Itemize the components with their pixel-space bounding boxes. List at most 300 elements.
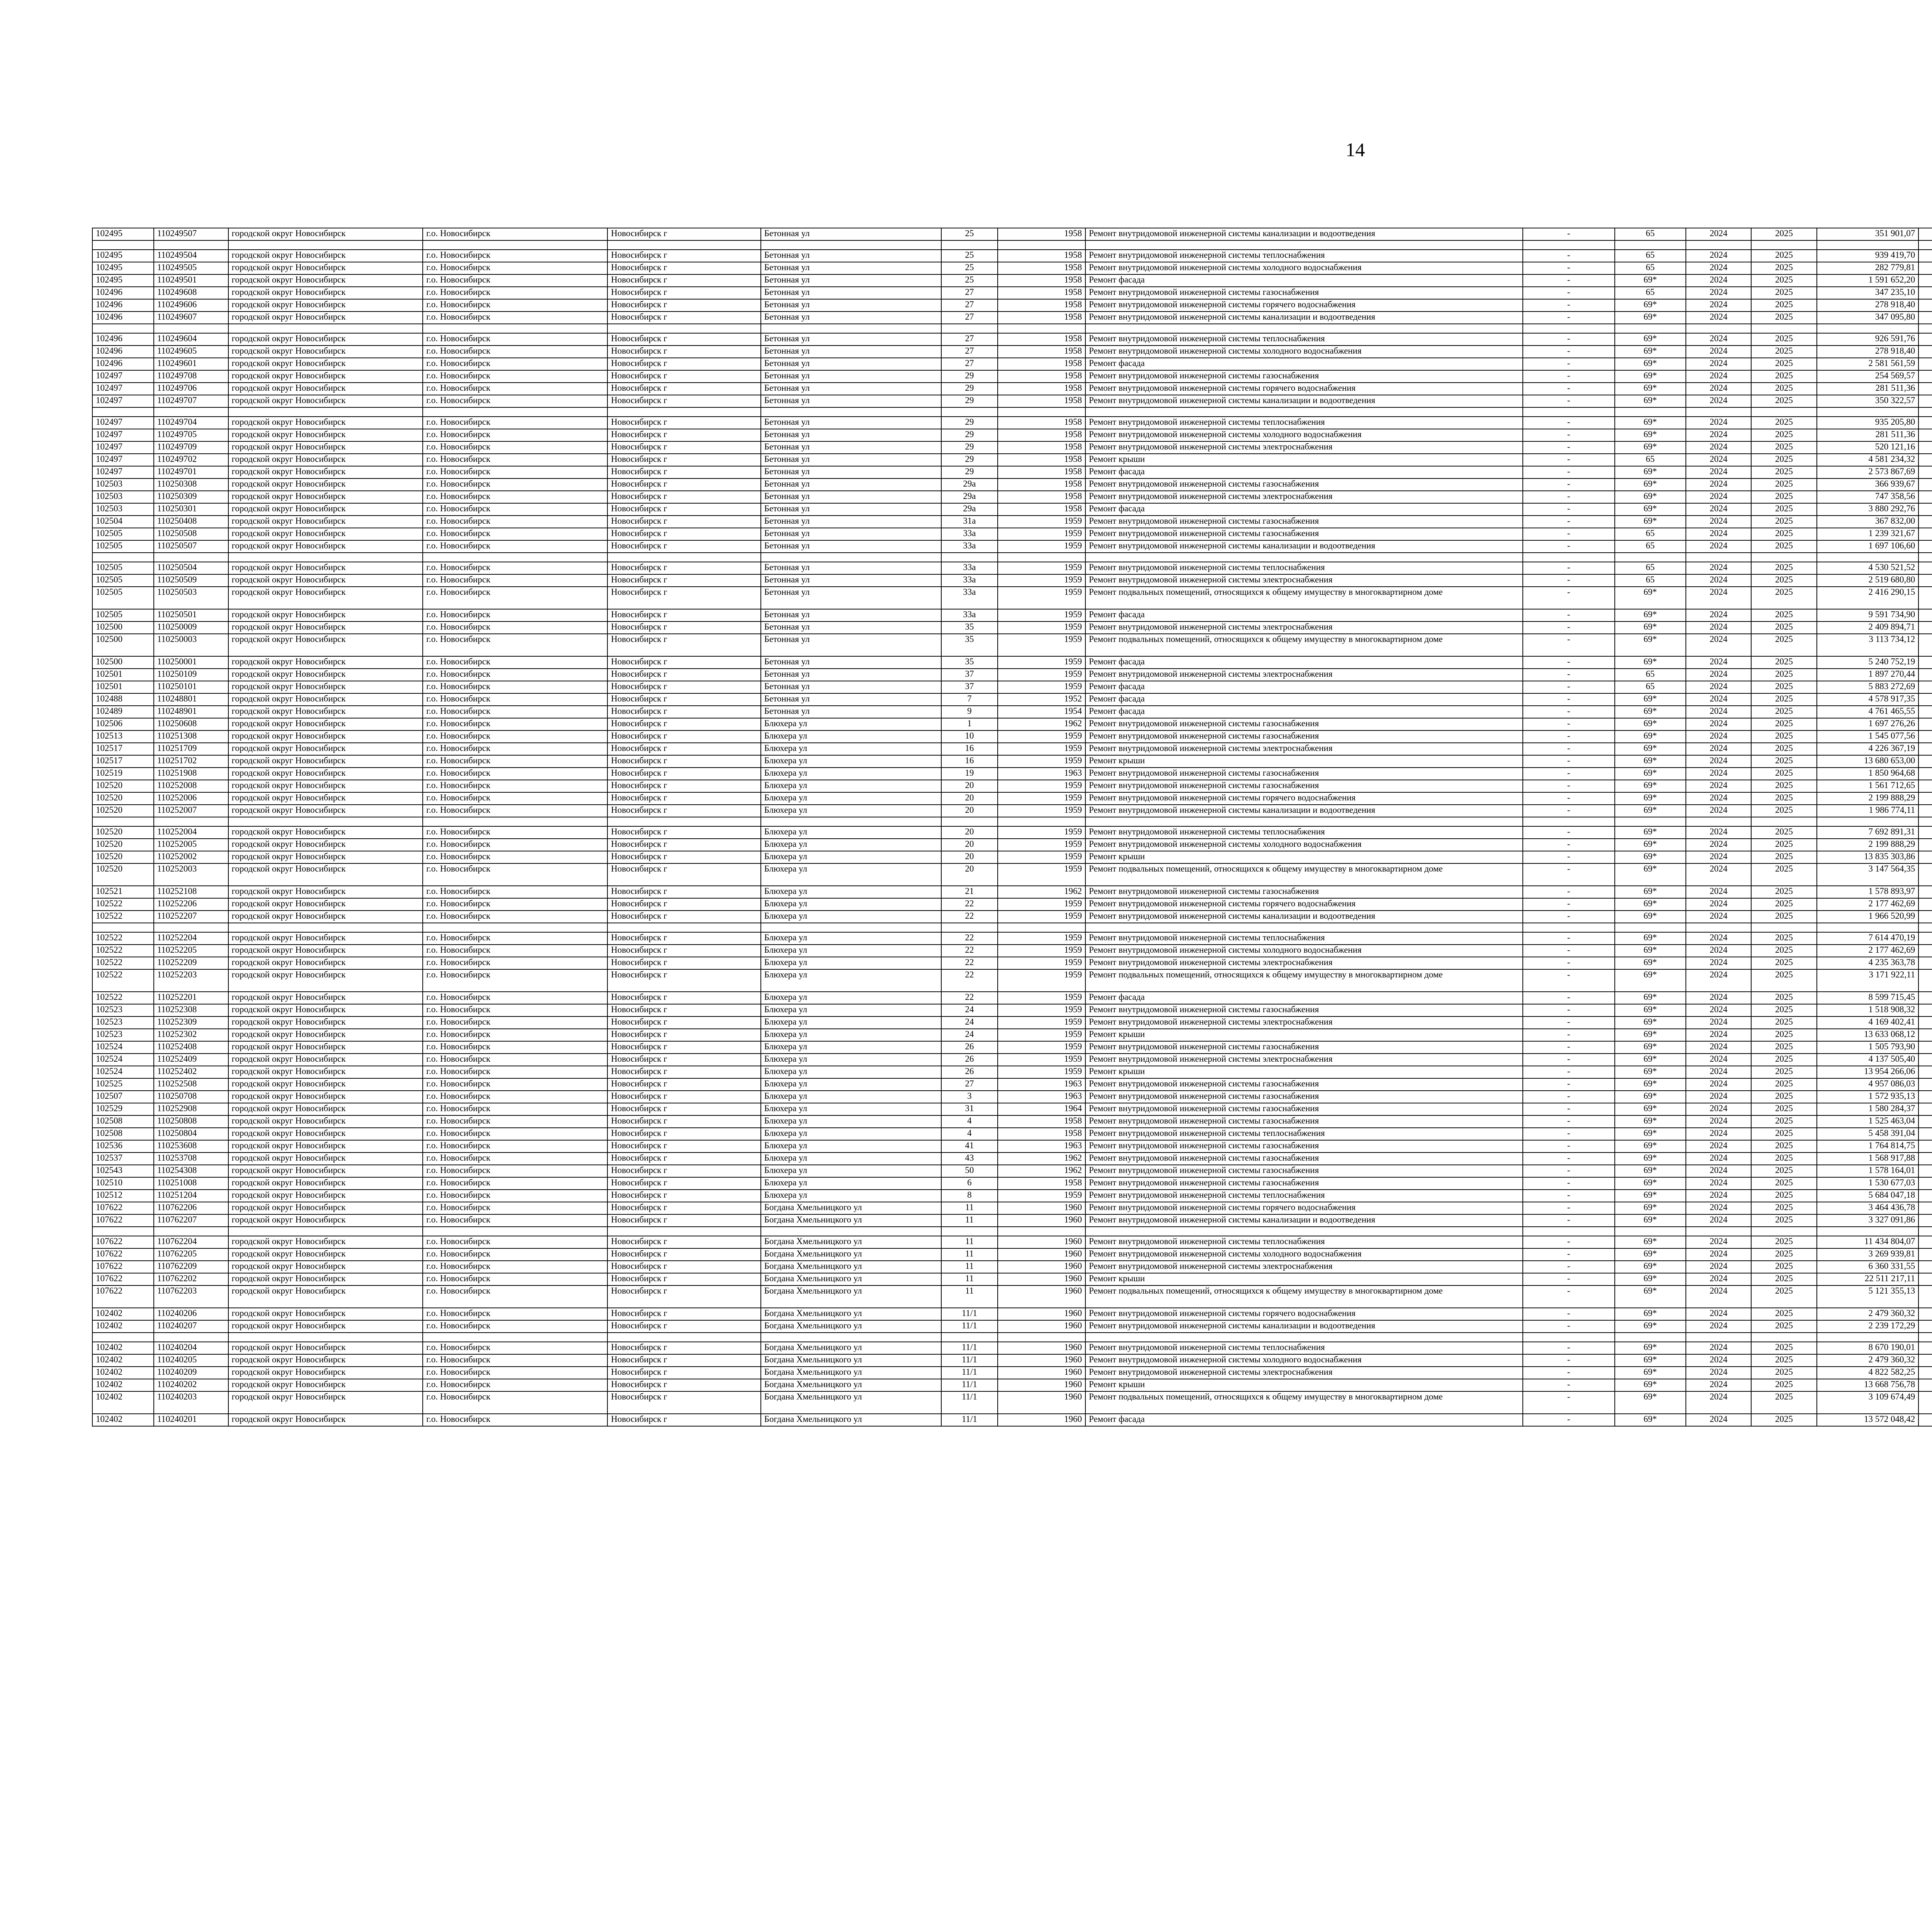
table-row	[92, 1354, 1932, 1367]
service-life-cell: 69*	[1615, 1342, 1686, 1354]
work-cost-cell: 2 199 888,29	[1817, 839, 1919, 851]
locality-cell: Новосибирск г	[607, 262, 761, 274]
municipality-cell: городской округ Новосибирск	[228, 370, 423, 383]
work-cost-cell: 282 779,81	[1817, 262, 1919, 274]
total-cost-cell	[1918, 503, 1932, 516]
service-life-cell: 69*	[1615, 1285, 1686, 1308]
work-code-cell: 110249607	[154, 312, 228, 324]
municipality-cell: городской округ Новосибирск	[228, 863, 423, 886]
work-type-cell: Ремонт внутридомовой инженерной системы газоснабжения	[1085, 1177, 1523, 1190]
work-code-cell: 110762206	[154, 1202, 228, 1214]
year-from-cell: 2024	[1686, 718, 1751, 730]
locality-cell: Новосибирск г	[607, 287, 761, 299]
service-life-cell: 69*	[1615, 1115, 1686, 1128]
service-life-cell: 69*	[1615, 1214, 1686, 1227]
table-row	[92, 863, 1932, 886]
street-cell: Бетонная ул	[761, 287, 941, 299]
street-cell: Богдана Хмельницкого ул	[761, 1285, 941, 1308]
work-cost-cell: 13 835 303,86	[1817, 851, 1919, 863]
house-id-cell: 102495	[92, 262, 154, 274]
house-id-cell: 102505	[92, 609, 154, 621]
table-row	[92, 1236, 1932, 1248]
house-id-cell: 102508	[92, 1115, 154, 1128]
year-to-cell: 2025	[1751, 863, 1816, 886]
house-number-cell: 27	[941, 358, 998, 370]
table-row	[92, 454, 1932, 466]
municipality-cell: городской округ Новосибирск	[228, 706, 423, 718]
house-number-cell: 31	[941, 1103, 998, 1115]
work-cost-cell: 3 327 091,86	[1817, 1214, 1919, 1227]
year-to-cell: 2025	[1751, 669, 1816, 681]
district-cell: г.о. Новосибирск	[423, 1128, 607, 1140]
total-cost-cell	[1918, 730, 1932, 743]
build-year-cell: 1959	[998, 609, 1085, 621]
year-to-cell: 2025	[1751, 1153, 1816, 1165]
house-id-cell: 102523	[92, 1016, 154, 1029]
house-number-cell: 20	[941, 826, 998, 839]
work-cost-cell	[1817, 324, 1919, 333]
table-row	[92, 1115, 1932, 1128]
house-id-cell: 102505	[92, 587, 154, 609]
house-id-cell: 102522	[92, 932, 154, 945]
year-from-cell: 2024	[1686, 1414, 1751, 1426]
year-from-cell: 2024	[1686, 454, 1751, 466]
district-cell: г.о. Новосибирск	[423, 1078, 607, 1091]
dash-cell: -	[1523, 768, 1615, 780]
total-cost-cell	[1918, 1308, 1932, 1320]
year-to-cell	[1751, 1333, 1816, 1342]
district-cell: г.о. Новосибирск	[423, 780, 607, 792]
service-life-cell: 69*	[1615, 1391, 1686, 1414]
district-cell: г.о. Новосибирск	[423, 1041, 607, 1054]
year-to-cell: 2025	[1751, 911, 1816, 923]
build-year-cell: 1958	[998, 312, 1085, 324]
work-type-cell: Ремонт внутридомовой инженерной системы горячего водоснабжения	[1085, 898, 1523, 911]
work-code-cell: 110762204	[154, 1236, 228, 1248]
build-year-cell: 1958	[998, 370, 1085, 383]
work-type-cell: Ремонт внутридомовой инженерной системы электроснабжения	[1085, 491, 1523, 503]
locality-cell: Новосибирск г	[607, 1165, 761, 1177]
total-cost-cell	[1918, 817, 1932, 826]
house-number-cell: 3	[941, 1091, 998, 1103]
table-row	[92, 957, 1932, 969]
work-type-cell: Ремонт внутридомовой инженерной системы электроснабжения	[1085, 621, 1523, 634]
year-to-cell: 2025	[1751, 370, 1816, 383]
work-type-cell: Ремонт внутридомовой инженерной системы теплоснабжения	[1085, 1342, 1523, 1354]
district-cell: г.о. Новосибирск	[423, 466, 607, 478]
locality-cell	[607, 923, 761, 932]
locality-cell: Новосибирск г	[607, 1354, 761, 1367]
dash-cell: -	[1523, 992, 1615, 1004]
total-cost-cell	[1918, 1391, 1932, 1414]
district-cell: г.о. Новосибирск	[423, 370, 607, 383]
dash-cell: -	[1523, 574, 1615, 587]
work-type-cell	[1085, 923, 1523, 932]
locality-cell	[607, 407, 761, 417]
street-cell: Бетонная ул	[761, 491, 941, 503]
work-cost-cell: 278 918,40	[1817, 346, 1919, 358]
build-year-cell: 1960	[998, 1285, 1085, 1308]
build-year-cell: 1960	[998, 1414, 1085, 1426]
table-row	[92, 992, 1932, 1004]
year-from-cell: 2024	[1686, 851, 1751, 863]
work-cost-cell: 366 939,67	[1817, 478, 1919, 491]
district-cell: г.о. Новосибирск	[423, 478, 607, 491]
work-cost-cell: 1 966 520,99	[1817, 911, 1919, 923]
dash-cell: -	[1523, 634, 1615, 656]
total-cost-cell	[1918, 1379, 1932, 1391]
street-cell: Блюхера ул	[761, 1091, 941, 1103]
total-cost-cell	[1918, 1128, 1932, 1140]
table-row	[92, 826, 1932, 839]
work-type-cell: Ремонт внутридомовой инженерной системы электроснабжения	[1085, 1016, 1523, 1029]
work-code-cell: 110250009	[154, 621, 228, 634]
municipality-cell: городской округ Новосибирск	[228, 1153, 423, 1165]
municipality-cell: городской округ Новосибирск	[228, 898, 423, 911]
year-from-cell: 2024	[1686, 1115, 1751, 1128]
total-cost-cell	[1918, 609, 1932, 621]
table-row	[92, 1054, 1932, 1066]
house-id-cell: 102496	[92, 358, 154, 370]
street-cell: Бетонная ул	[761, 528, 941, 540]
year-from-cell: 2024	[1686, 395, 1751, 407]
district-cell: г.о. Новосибирск	[423, 491, 607, 503]
build-year-cell: 1960	[998, 1214, 1085, 1227]
year-from-cell: 2024	[1686, 1016, 1751, 1029]
work-cost-cell: 1 591 652,20	[1817, 274, 1919, 287]
house-id-cell	[92, 553, 154, 562]
year-from-cell: 2024	[1686, 250, 1751, 262]
locality-cell: Новосибирск г	[607, 1153, 761, 1165]
street-cell: Блюхера ул	[761, 886, 941, 898]
house-number-cell: 16	[941, 755, 998, 768]
dash-cell	[1523, 923, 1615, 932]
house-id-cell: 102522	[92, 969, 154, 992]
service-life-cell: 69*	[1615, 1041, 1686, 1054]
house-number-cell: 35	[941, 656, 998, 669]
work-code-cell: 110252005	[154, 839, 228, 851]
service-life-cell: 69*	[1615, 429, 1686, 441]
table-row	[92, 516, 1932, 528]
year-from-cell	[1686, 817, 1751, 826]
year-to-cell: 2025	[1751, 454, 1816, 466]
table-row	[92, 1308, 1932, 1320]
build-year-cell: 1958	[998, 383, 1085, 395]
total-cost-cell	[1918, 1261, 1932, 1273]
street-cell: Бетонная ул	[761, 681, 941, 693]
year-from-cell: 2024	[1686, 441, 1751, 454]
work-type-cell: Ремонт крыши	[1085, 1273, 1523, 1285]
municipality-cell: городской округ Новосибирск	[228, 792, 423, 805]
house-id-cell: 102524	[92, 1041, 154, 1054]
house-number-cell: 27	[941, 1078, 998, 1091]
municipality-cell: городской округ Новосибирск	[228, 1128, 423, 1140]
total-cost-cell	[1918, 805, 1932, 817]
work-cost-cell: 13 954 266,06	[1817, 1066, 1919, 1078]
district-cell: г.о. Новосибирск	[423, 346, 607, 358]
work-type-cell: Ремонт внутридомовой инженерной системы холодного водоснабжения	[1085, 945, 1523, 957]
work-cost-cell: 1 697 106,60	[1817, 540, 1919, 553]
year-from-cell: 2024	[1686, 706, 1751, 718]
table-row	[92, 945, 1932, 957]
dash-cell: -	[1523, 1190, 1615, 1202]
service-life-cell: 69*	[1615, 1140, 1686, 1153]
street-cell: Бетонная ул	[761, 562, 941, 574]
district-cell: г.о. Новосибирск	[423, 1214, 607, 1227]
year-from-cell	[1686, 923, 1751, 932]
house-number-cell: 33а	[941, 587, 998, 609]
service-life-cell: 69*	[1615, 1273, 1686, 1285]
work-cost-cell: 1 897 270,44	[1817, 669, 1919, 681]
locality-cell: Новосибирск г	[607, 1236, 761, 1248]
locality-cell: Новосибирск г	[607, 441, 761, 454]
locality-cell: Новосибирск г	[607, 299, 761, 312]
service-life-cell: 69*	[1615, 395, 1686, 407]
house-number-cell	[941, 1333, 998, 1342]
municipality-cell: городской округ Новосибирск	[228, 540, 423, 553]
total-cost-cell	[1918, 562, 1932, 574]
locality-cell	[607, 1333, 761, 1342]
work-type-cell: Ремонт подвальных помещений, относящихся к общему имуществу в многоквартирном доме	[1085, 969, 1523, 992]
build-year-cell: 1960	[998, 1273, 1085, 1285]
house-number-cell: 35	[941, 634, 998, 656]
total-cost-cell	[1918, 1066, 1932, 1078]
house-id-cell	[92, 240, 154, 250]
work-code-cell: 110249605	[154, 346, 228, 358]
house-number-cell	[941, 407, 998, 417]
year-from-cell: 2024	[1686, 1391, 1751, 1414]
build-year-cell: 1959	[998, 792, 1085, 805]
work-code-cell: 110252207	[154, 911, 228, 923]
house-id-cell: 102497	[92, 429, 154, 441]
table-row	[92, 1029, 1932, 1041]
total-cost-cell	[1918, 1248, 1932, 1261]
year-to-cell: 2025	[1751, 621, 1816, 634]
street-cell	[761, 324, 941, 333]
build-year-cell: 1958	[998, 228, 1085, 240]
work-cost-cell: 4 581 234,32	[1817, 454, 1919, 466]
street-cell: Богдана Хмельницкого ул	[761, 1391, 941, 1414]
service-life-cell: 69*	[1615, 1236, 1686, 1248]
table-spacer-row	[92, 240, 1932, 250]
dash-cell: -	[1523, 1177, 1615, 1190]
house-number-cell: 33а	[941, 528, 998, 540]
locality-cell: Новосибирск г	[607, 429, 761, 441]
house-number-cell: 37	[941, 669, 998, 681]
locality-cell: Новосибирск г	[607, 1029, 761, 1041]
street-cell: Блюхера ул	[761, 1190, 941, 1202]
build-year-cell: 1959	[998, 1190, 1085, 1202]
work-cost-cell: 11 434 804,07	[1817, 1236, 1919, 1248]
house-id-cell: 102402	[92, 1308, 154, 1320]
dash-cell: -	[1523, 1153, 1615, 1165]
locality-cell: Новосибирск г	[607, 1367, 761, 1379]
municipality-cell: городской округ Новосибирск	[228, 1367, 423, 1379]
street-cell: Бетонная ул	[761, 574, 941, 587]
work-code-cell: 110250101	[154, 681, 228, 693]
municipality-cell: городской округ Новосибирск	[228, 1054, 423, 1066]
total-cost-cell	[1918, 1214, 1932, 1227]
year-to-cell: 2025	[1751, 1054, 1816, 1066]
total-cost-cell	[1918, 969, 1932, 992]
year-to-cell: 2025	[1751, 441, 1816, 454]
work-type-cell: Ремонт внутридомовой инженерной системы теплоснабжения	[1085, 250, 1523, 262]
year-to-cell: 2025	[1751, 228, 1816, 240]
district-cell: г.о. Новосибирск	[423, 287, 607, 299]
work-code-cell: 110250509	[154, 574, 228, 587]
work-cost-cell: 2 581 561,59	[1817, 358, 1919, 370]
house-id-cell: 102525	[92, 1078, 154, 1091]
year-to-cell: 2025	[1751, 755, 1816, 768]
service-life-cell: 69*	[1615, 312, 1686, 324]
district-cell: г.о. Новосибирск	[423, 1414, 607, 1426]
build-year-cell: 1959	[998, 1029, 1085, 1041]
table-row	[92, 383, 1932, 395]
street-cell	[761, 240, 941, 250]
build-year-cell: 1960	[998, 1354, 1085, 1367]
locality-cell: Новосибирск г	[607, 634, 761, 656]
district-cell: г.о. Новосибирск	[423, 839, 607, 851]
table-row	[92, 574, 1932, 587]
municipality-cell: городской округ Новосибирск	[228, 1261, 423, 1273]
work-type-cell: Ремонт внутридомовой инженерной системы горячего водоснабжения	[1085, 792, 1523, 805]
work-code-cell: 110252508	[154, 1078, 228, 1091]
municipality-cell: городской округ Новосибирск	[228, 478, 423, 491]
build-year-cell: 1958	[998, 262, 1085, 274]
service-life-cell: 69*	[1615, 886, 1686, 898]
year-to-cell	[1751, 407, 1816, 417]
work-cost-cell: 1 572 935,13	[1817, 1091, 1919, 1103]
build-year-cell: 1958	[998, 250, 1085, 262]
municipality-cell: городской округ Новосибирск	[228, 805, 423, 817]
service-life-cell: 69*	[1615, 1054, 1686, 1066]
table-row	[92, 898, 1932, 911]
street-cell: Бетонная ул	[761, 441, 941, 454]
year-from-cell: 2024	[1686, 634, 1751, 656]
year-to-cell: 2025	[1751, 1414, 1816, 1426]
work-type-cell: Ремонт фасада	[1085, 466, 1523, 478]
locality-cell: Новосибирск г	[607, 540, 761, 553]
service-life-cell: 69*	[1615, 587, 1686, 609]
municipality-cell: городской округ Новосибирск	[228, 491, 423, 503]
year-from-cell: 2024	[1686, 1248, 1751, 1261]
street-cell: Богдана Хмельницкого ул	[761, 1354, 941, 1367]
district-cell: г.о. Новосибирск	[423, 503, 607, 516]
work-type-cell: Ремонт внутридомовой инженерной системы газоснабжения	[1085, 768, 1523, 780]
total-cost-cell	[1918, 429, 1932, 441]
house-id-cell: 102402	[92, 1354, 154, 1367]
street-cell: Блюхера ул	[761, 1103, 941, 1115]
table-row	[92, 932, 1932, 945]
year-to-cell: 2025	[1751, 540, 1816, 553]
service-life-cell: 69*	[1615, 768, 1686, 780]
build-year-cell	[998, 817, 1085, 826]
build-year-cell: 1952	[998, 693, 1085, 706]
work-code-cell: 110240207	[154, 1320, 228, 1333]
year-from-cell: 2024	[1686, 262, 1751, 274]
service-life-cell: 69*	[1615, 656, 1686, 669]
table-row	[92, 805, 1932, 817]
year-to-cell: 2025	[1751, 1041, 1816, 1054]
house-number-cell: 26	[941, 1054, 998, 1066]
year-from-cell	[1686, 324, 1751, 333]
year-from-cell: 2024	[1686, 945, 1751, 957]
work-code-cell: 110240202	[154, 1379, 228, 1391]
dash-cell: -	[1523, 780, 1615, 792]
service-life-cell: 69*	[1615, 911, 1686, 923]
total-cost-cell	[1918, 1078, 1932, 1091]
service-life-cell: 69*	[1615, 945, 1686, 957]
table-row	[92, 1153, 1932, 1165]
year-from-cell	[1686, 240, 1751, 250]
dash-cell: -	[1523, 287, 1615, 299]
work-code-cell	[154, 407, 228, 417]
total-cost-cell	[1918, 540, 1932, 553]
work-type-cell: Ремонт крыши	[1085, 851, 1523, 863]
table-row	[92, 669, 1932, 681]
work-code-cell: 110240205	[154, 1354, 228, 1367]
street-cell: Богдана Хмельницкого ул	[761, 1214, 941, 1227]
total-cost-cell	[1918, 634, 1932, 656]
work-type-cell: Ремонт внутридомовой инженерной системы электроснабжения	[1085, 1261, 1523, 1273]
total-cost-cell	[1918, 528, 1932, 540]
dash-cell: -	[1523, 1078, 1615, 1091]
street-cell: Бетонная ул	[761, 634, 941, 656]
house-number-cell: 4	[941, 1128, 998, 1140]
work-type-cell: Ремонт подвальных помещений, относящихся к общему имуществу в многоквартирном доме	[1085, 1391, 1523, 1414]
district-cell: г.о. Новосибирск	[423, 587, 607, 609]
district-cell: г.о. Новосибирск	[423, 562, 607, 574]
year-from-cell: 2024	[1686, 587, 1751, 609]
work-type-cell: Ремонт внутридомовой инженерной системы горячего водоснабжения	[1085, 1308, 1523, 1320]
house-number-cell: 33а	[941, 562, 998, 574]
table-row	[92, 768, 1932, 780]
build-year-cell: 1963	[998, 1140, 1085, 1153]
locality-cell: Новосибирск г	[607, 730, 761, 743]
year-to-cell: 2025	[1751, 1202, 1816, 1214]
house-id-cell: 102501	[92, 669, 154, 681]
year-from-cell: 2024	[1686, 346, 1751, 358]
build-year-cell: 1959	[998, 969, 1085, 992]
build-year-cell: 1964	[998, 1103, 1085, 1115]
work-cost-cell: 9 591 734,90	[1817, 609, 1919, 621]
build-year-cell: 1958	[998, 478, 1085, 491]
house-id-cell: 102522	[92, 911, 154, 923]
house-id-cell: 102505	[92, 540, 154, 553]
street-cell	[761, 817, 941, 826]
district-cell: г.о. Новосибирск	[423, 312, 607, 324]
municipality-cell: городской округ Новосибирск	[228, 681, 423, 693]
dash-cell: -	[1523, 886, 1615, 898]
street-cell: Блюхера ул	[761, 1153, 941, 1165]
work-code-cell: 110250501	[154, 609, 228, 621]
service-life-cell: 65	[1615, 562, 1686, 574]
service-life-cell: 69*	[1615, 826, 1686, 839]
street-cell: Бетонная ул	[761, 669, 941, 681]
year-from-cell: 2024	[1686, 562, 1751, 574]
work-type-cell: Ремонт внутридомовой инженерной системы теплоснабжения	[1085, 1236, 1523, 1248]
table-row	[92, 1078, 1932, 1091]
dash-cell	[1523, 1333, 1615, 1342]
dash-cell: -	[1523, 540, 1615, 553]
locality-cell: Новосибирск г	[607, 346, 761, 358]
dash-cell: -	[1523, 562, 1615, 574]
district-cell: г.о. Новосибирск	[423, 333, 607, 346]
work-cost-cell: 254 569,57	[1817, 370, 1919, 383]
work-type-cell: Ремонт фасада	[1085, 358, 1523, 370]
house-id-cell: 102402	[92, 1391, 154, 1414]
table-row	[92, 228, 1932, 240]
